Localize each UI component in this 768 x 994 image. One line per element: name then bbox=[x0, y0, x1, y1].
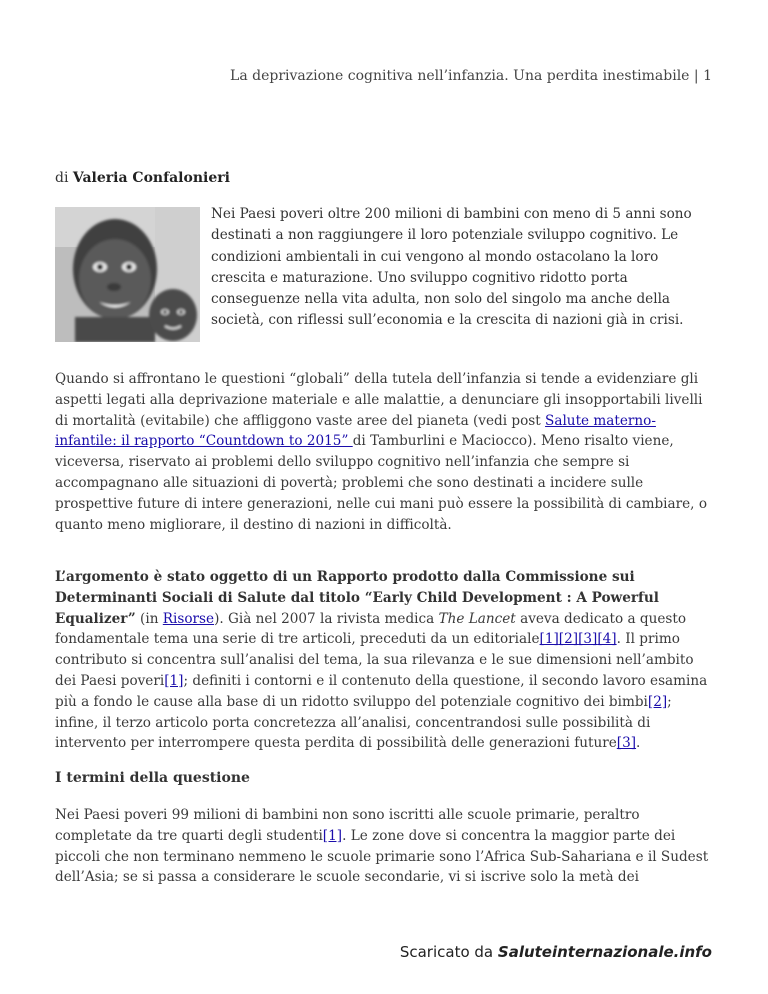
p2-text-c: . Il primo contributo si concentra sull’analisi del tema, la sua rilevanza e le sue dimensioni nell’ambito dei Paesi poveri bbox=[55, 631, 694, 689]
p3-text-before: Nei Paesi poveri 99 milioni di bambini non sono iscritti alle scuole primarie, peraltro completate da tre quarti degli studenti bbox=[55, 807, 640, 844]
p2-text-end: . bbox=[636, 735, 641, 752]
footnote-link-3b[interactable]: [3] bbox=[616, 735, 637, 752]
footer-site: Saluteinternazionale.info bbox=[497, 943, 712, 961]
byline-prefix: di bbox=[55, 170, 69, 186]
footnote-link-1c[interactable]: [1] bbox=[322, 827, 343, 844]
footnote-link-2[interactable]: [2] bbox=[558, 631, 579, 648]
p3-text-after: . Le zone dove si concentra la maggior parte dei piccoli che non terminano nemmeno le scuole primarie sono l’Africa Sub-Sahariana e il Sudest dell’Asia; se si passa a considerare le scuole secondarie, vi si iscrive solo la metà dei bbox=[55, 827, 709, 886]
report-title-bold: L’argomento è stato oggetto di un Rapporto prodotto dalla Commissione sui Determinanti Sociali di Salute dal titolo “Early Child Development : A Powerful Equalizer” bbox=[55, 569, 659, 627]
p1-text-before: Quando si affrontano le questioni “globali” della tutela dell’infanzia si tende a evidenziare gli aspetti legati alla deprivazione materiale e alle malattie, a denunciare gli insopportabili livelli di mortalità (evitabile) che affliggono vaste aree del pianeta (vedi post bbox=[55, 371, 703, 429]
footnote-link-4[interactable]: [4] bbox=[597, 631, 617, 648]
intro-paragraph: Nei Paesi poveri oltre 200 milioni di bambini con meno di 5 anni sono destinati a non raggiungere il loro potenziale sviluppo cognitivo. Le condizioni ambientali in cui vengono al mondo ostacolano la loro crescita e maturazione. Uno sviluppo cognitivo ridotto porta conseguenze nella vita adulta, non solo del singolo ma anche della società, con riflessi sull’economia e la crescita di nazioni già in crisi. bbox=[211, 206, 692, 329]
running-header: La deprivazione cognitiva nell’infanzia. Una perdita inestimabile | 1 bbox=[230, 68, 712, 84]
journal-name: The Lancet bbox=[438, 610, 516, 627]
risorse-link[interactable]: Risorse bbox=[162, 610, 215, 627]
byline bbox=[55, 170, 230, 186]
p1-text-after: di Tamburlini e Maciocco). Meno risalto viene, viceversa, riservato ai problemi dello sviluppo cognitivo nell’infanzia che sempre si accompagnano alle situazioni di povertà; problemi che sono destinati a incidere sulle prospettive future di intere generazioni, nelle cui mani può essere la possibilità di cambiare, o quanto meno migliorare, il destino di nazioni in difficoltà. bbox=[55, 433, 708, 533]
footnote-link-1b[interactable]: [1] bbox=[164, 672, 184, 689]
footnote-link-2b[interactable]: [2] bbox=[647, 693, 668, 710]
p2-text-d: ; definiti i contorni e il contenuto della questione, il secondo lavoro esamina più a fondo le cause alla base di un ridotto sviluppo del potenziale cognitivo dei bimbi bbox=[55, 672, 708, 710]
paragraph-1 bbox=[55, 369, 715, 535]
paragraph-2 bbox=[55, 567, 715, 754]
paragraph-3 bbox=[55, 805, 715, 888]
children-photo bbox=[55, 207, 200, 342]
p2-in: (in bbox=[135, 610, 163, 627]
children-photo-image bbox=[55, 207, 200, 342]
p2-text-e: ; infine, il terzo articolo porta concretezza all’analisi, concentrandosi sulle possibilità di intervento per interrompere questa perdita di possibilità delle generazioni future bbox=[55, 693, 672, 752]
section-heading: I termini della questione bbox=[55, 770, 250, 786]
download-footer bbox=[0, 943, 712, 961]
p2-text-a: ). Già nel 2007 la rivista medica bbox=[214, 610, 439, 627]
p2-text-b: aveva dedicato a questo fondamentale tema una serie di tre articoli, preceduti da un editoriale bbox=[55, 610, 687, 648]
author-name: Valeria Confalonieri bbox=[72, 170, 230, 186]
footnote-link-3[interactable]: [3] bbox=[578, 631, 598, 648]
footnote-link-1[interactable]: [1] bbox=[539, 631, 559, 648]
countdown-report-link[interactable]: Salute materno-infantile: il rapporto “Countdown to 2015” bbox=[55, 412, 656, 450]
footer-prefix: Scaricato da bbox=[399, 943, 498, 961]
